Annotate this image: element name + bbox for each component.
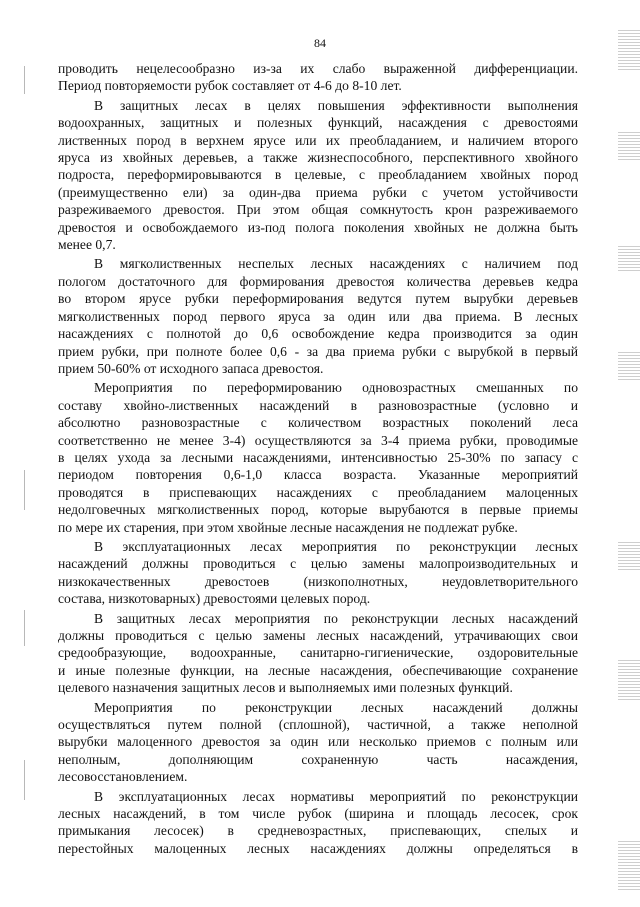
text-line: и иные полезные функции, на лесные насаждения, обеспечивающие сохранение — [58, 662, 578, 678]
text-line: насаждениях с полнотой до 0,6 освобождение кедра производится за один — [58, 326, 578, 342]
right-edge-scan-noise — [618, 245, 640, 271]
text-line: недолговечных мягколиственных пород, которые вырубаются в первые приемы — [58, 502, 578, 518]
text-line: осуществляться путем полной (сплошной), частичной, а также неполной — [58, 717, 578, 733]
text-line: в целях ухода за лесными насаждениями, интенсивностью 25-30% по запасу с — [58, 449, 578, 465]
text-line: прием рубки, при полноте более 0,6 - за два приема рубки с вырубкой в первый — [58, 343, 578, 359]
text-line: перестойных малоценных лесных насаждениях должны определяться в — [58, 840, 578, 856]
text-line: древостоя и освобождаемого из-под полога поколения хвойных не должна быть — [58, 219, 578, 235]
text-line: целевого назначения защитных лесов и выполняемых ими полезных функций. — [58, 680, 513, 696]
text-line: яруса из хвойных деревьев, а также жизнеспособного, перспективного хвойного — [58, 150, 578, 166]
text-line: периодом повторения 0,6-1,0 класса возраста. Указанные мероприятий — [58, 467, 578, 483]
text-line: средообразующие, водоохранные, санитарно-гигиенические, оздоровительные — [58, 645, 578, 661]
paragraph — [58, 610, 578, 697]
text-line: проводятся в приспевающих насаждениях с преобладанием малоценных — [58, 484, 578, 500]
text-line: лесовосстановлением. — [58, 769, 188, 785]
text-line: вырубки малоценного древостоя за один или несколько приемов с полным или — [58, 734, 578, 750]
text-line: подроста, переформировываются в целевые, с преобладанием хвойных пород — [58, 167, 578, 183]
paragraph — [58, 255, 578, 377]
text-line: (преимущественно ели) за один-два приема рубки с учетом устойчивости — [58, 184, 578, 200]
text-line: проводить нецелесообразно из-за их слабо выраженной дифференциации. — [58, 61, 578, 76]
text-line: мягколиственных пород первого яруса за один или два приема. В лесных — [58, 308, 578, 324]
paragraph — [58, 97, 578, 254]
text-line: лесных насаждений, в том числе рубок (ширина и площадь лесосек, срок — [58, 806, 578, 822]
text-line: лиственных пород в верхнем ярусе или их преобладанием, и наличием второго — [58, 132, 578, 148]
text-line: неполным, дополняющим сохраненную часть насаждения, — [58, 751, 578, 767]
text-line: менее 0,7. — [58, 237, 116, 253]
document-body — [58, 60, 578, 859]
right-edge-scan-noise — [618, 30, 640, 70]
left-margin-scan-mark — [24, 66, 25, 94]
text-line: В защитных лесах в целях повышения эффективности выполнения — [94, 97, 578, 113]
text-line: во втором ярусе рубки переформирования ведутся путем вырубки деревьев — [58, 291, 578, 307]
text-line: Мероприятия по переформированию одновозрастных смешанных по — [94, 380, 578, 396]
text-line: В защитных лесах мероприятия по реконструкции лесных насаждений — [94, 610, 578, 626]
text-line: водоохранных, защитных и полезных функций, насаждения с древостоями — [58, 115, 578, 131]
text-line: соответственно не менее 3-4) осуществляются за 3-4 приема рубки, проводимые — [58, 432, 578, 448]
paragraph — [58, 788, 578, 858]
right-edge-scan-noise — [618, 540, 640, 570]
text-line: пологом достаточного для формирования древостоя количества деревьев кедра — [58, 273, 578, 289]
text-line: Период повторяемости рубок составляет от 4-6 до 8-10 лет. — [58, 78, 402, 94]
right-edge-scan-noise — [618, 130, 640, 160]
text-line: примыкания лесосек) в средневозрастных, приспевающих, спелых и — [58, 823, 578, 839]
text-line: В эксплуатационных лесах нормативы мероприятий по реконструкции — [94, 788, 578, 804]
paragraph — [58, 699, 578, 786]
left-margin-scan-mark — [24, 470, 25, 510]
text-line: абсолютно разновозрастные с количеством возрастных поколений леса — [58, 415, 578, 431]
text-line: составу хвойно-лиственных насаждений в разновозрастные (условно и — [58, 397, 578, 413]
paragraph — [58, 60, 578, 95]
left-margin-scan-mark — [24, 610, 25, 646]
text-line: должны проводиться с целью замены лесных насаждений, утрачивающих свои — [58, 628, 578, 643]
text-line: Мероприятия по реконструкции лесных насаждений должны — [94, 699, 578, 715]
right-edge-scan-noise — [618, 840, 640, 890]
text-line: состава, низкотоварных) древостоями целевых пород. — [58, 591, 371, 607]
text-line: В мягколиственных неспелых лесных насаждениях с наличием под — [94, 256, 578, 272]
text-line: по мере их старения, при этом хвойные лесные насаждения не подлежат рубке. — [58, 519, 518, 535]
text-line: разреживаемого древостоя. При этом общая сомкнутость крон разреживаемого — [58, 202, 578, 218]
page-number: 84 — [314, 36, 326, 50]
paragraph — [58, 538, 578, 608]
paragraph — [58, 379, 578, 536]
text-line: низкокачественных древостоев (низкополнотных, неудовлетворительного — [58, 573, 578, 589]
text-line: В эксплуатационных лесах мероприятия по реконструкции лесных — [94, 538, 578, 554]
right-edge-scan-noise — [618, 660, 640, 700]
left-margin-scan-mark — [24, 760, 25, 800]
text-line: насаждений должны проводиться с целью замены малопроизводительных и — [58, 556, 578, 572]
text-line: прием 50-60% от исходного запаса древостоя. — [58, 360, 324, 376]
right-edge-scan-noise — [618, 350, 640, 380]
